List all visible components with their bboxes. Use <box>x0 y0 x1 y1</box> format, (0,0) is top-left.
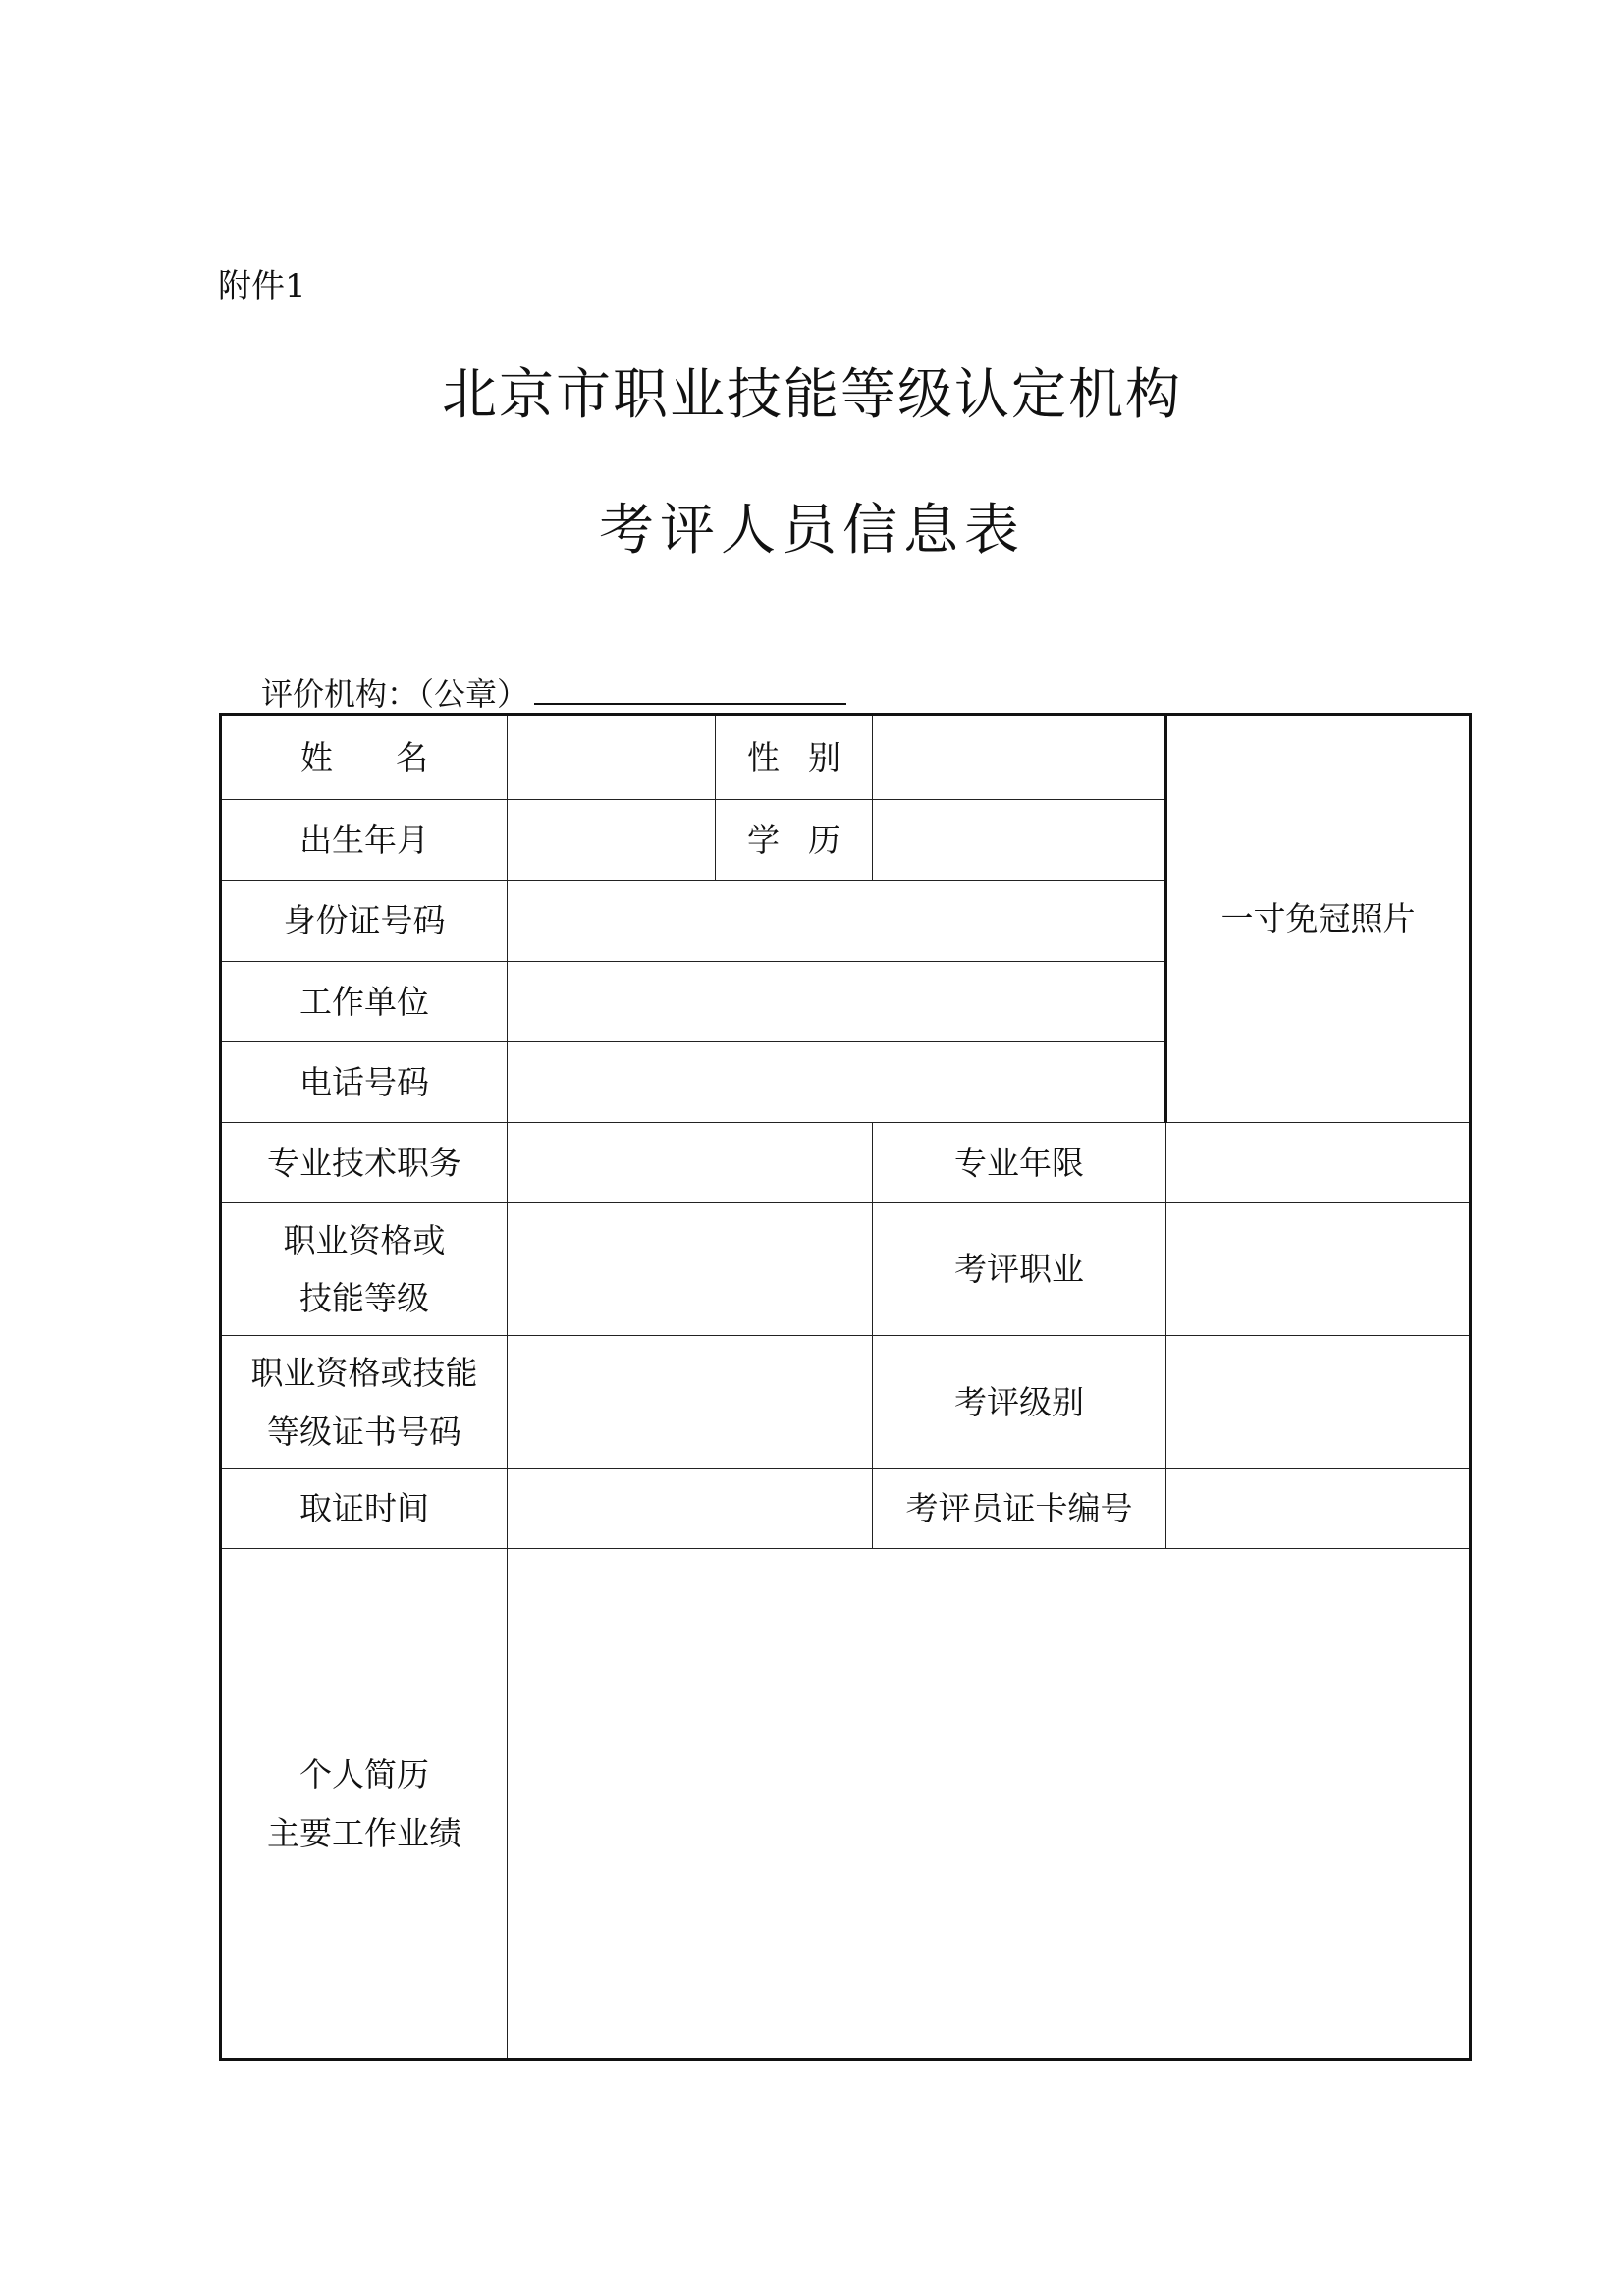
table-row <box>221 1469 1471 1549</box>
exam-occupation-label: 考评职业 <box>873 1203 1166 1336</box>
photo-label: 一寸免冠照片 <box>1220 899 1416 938</box>
examiner-card-number-field[interactable] <box>1166 1469 1471 1549</box>
document-title: 北京市职业技能等级认定机构 <box>442 363 1182 427</box>
certificate-date-label: 取证时间 <box>221 1469 508 1549</box>
qualification-label: 职业资格或 技能等级 <box>221 1203 508 1336</box>
attachment-label: 附件1 <box>218 267 306 306</box>
gender-label-cell <box>716 715 873 800</box>
info-form-table <box>219 713 1472 2061</box>
work-unit-label: 工作单位 <box>221 962 508 1042</box>
table-row <box>221 715 1471 800</box>
phone-field[interactable] <box>508 1042 1166 1123</box>
table-row <box>221 1336 1471 1469</box>
gender-field[interactable] <box>873 715 1166 800</box>
work-unit-field[interactable] <box>508 962 1166 1042</box>
birth-field[interactable] <box>508 800 716 881</box>
table-row <box>221 1203 1471 1336</box>
education-field[interactable] <box>873 800 1166 881</box>
professional-title-label: 专业技术职务 <box>221 1123 508 1203</box>
table-row <box>221 1549 1471 2060</box>
certificate-number-field[interactable] <box>508 1336 873 1469</box>
organization-blank-field[interactable] <box>534 673 846 705</box>
table-row <box>221 1123 1471 1203</box>
certificate-date-field[interactable] <box>508 1469 873 1549</box>
professional-title-field[interactable] <box>508 1123 873 1203</box>
organization-label: 评价机构：（公章） <box>261 675 529 713</box>
education-label: 学 历 <box>747 820 840 859</box>
name-label: 姓 名 <box>300 737 428 776</box>
organization-line <box>261 669 846 715</box>
gender-label: 性 别 <box>747 737 840 776</box>
phone-label: 电话号码 <box>221 1042 508 1123</box>
certificate-number-label: 职业资格或技能 等级证书号码 <box>221 1336 508 1469</box>
document-subtitle: 考评人员信息表 <box>599 499 1025 562</box>
birth-label: 出生年月 <box>221 800 508 881</box>
examiner-card-number-label: 考评员证卡编号 <box>873 1469 1166 1549</box>
exam-occupation-field[interactable] <box>1166 1203 1471 1336</box>
name-label-cell <box>221 715 508 800</box>
photo-box[interactable] <box>1166 715 1471 1123</box>
professional-years-field[interactable] <box>1166 1123 1471 1203</box>
exam-level-field[interactable] <box>1166 1336 1471 1469</box>
name-field[interactable] <box>508 715 716 800</box>
resume-field[interactable] <box>508 1549 1471 2060</box>
professional-years-label: 专业年限 <box>873 1123 1166 1203</box>
education-label-cell <box>716 800 873 881</box>
id-number-label: 身份证号码 <box>221 881 508 962</box>
id-number-field[interactable] <box>508 881 1166 962</box>
resume-label: 个人简历 主要工作业绩 <box>221 1549 508 2060</box>
qualification-field[interactable] <box>508 1203 873 1336</box>
exam-level-label: 考评级别 <box>873 1336 1166 1469</box>
